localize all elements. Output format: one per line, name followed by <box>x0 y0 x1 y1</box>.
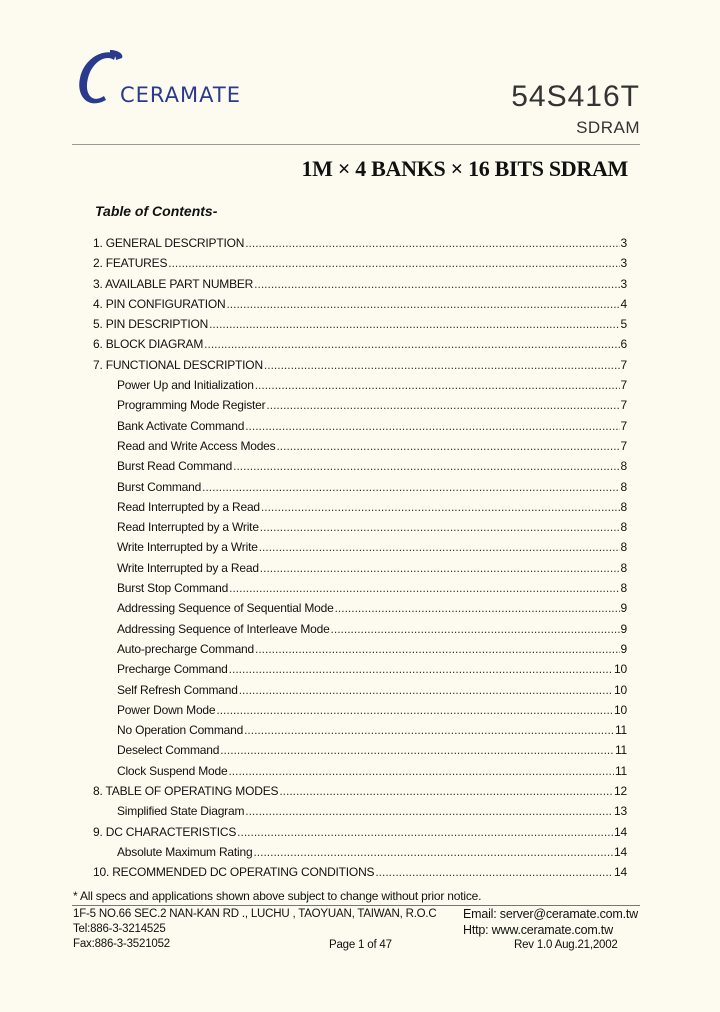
brand-name: CERAMATE <box>120 83 241 107</box>
toc-leader-dots <box>260 561 620 575</box>
toc-entry[interactable] <box>93 581 627 601</box>
toc-leader-dots <box>335 601 620 615</box>
toc-leader-dots <box>226 297 619 311</box>
toc-entry-page: 8 <box>620 520 627 535</box>
toc-entry[interactable] <box>93 236 627 256</box>
toc-title: Table of Contents- <box>95 203 218 219</box>
toc-entry-label: 1. GENERAL DESCRIPTION <box>93 236 245 250</box>
toc-leader-dots <box>229 581 619 595</box>
toc-entry-page: 3 <box>620 236 627 250</box>
toc-entry-label: Deselect Command <box>117 743 220 758</box>
page-title: 1M × 4 BANKS × 16 BITS SDRAM <box>301 156 628 181</box>
toc-entry-page: 7 <box>620 418 627 433</box>
toc-entry-label: Burst Stop Command <box>117 581 229 596</box>
toc-leader-dots <box>375 865 613 879</box>
footer-revision: Rev 1.0 Aug.21,2002 <box>514 939 618 951</box>
toc-leader-dots <box>209 317 619 331</box>
toc-leader-dots <box>245 804 613 818</box>
toc-entry[interactable] <box>93 256 627 276</box>
toc-entry[interactable] <box>93 358 627 378</box>
toc-entry-label: 4. PIN CONFIGURATION <box>93 296 226 311</box>
toc-entry[interactable] <box>93 459 627 479</box>
toc-entry-page: 10 <box>614 682 627 697</box>
toc-leader-dots <box>245 419 619 433</box>
toc-entry[interactable] <box>93 317 627 337</box>
toc-entry-page: 14 <box>614 844 627 859</box>
toc-entry[interactable] <box>93 845 627 865</box>
toc-entry-label: Power Down Mode <box>117 702 216 717</box>
toc-entry-page: 12 <box>614 784 627 799</box>
toc-entry-page: 4 <box>620 296 627 311</box>
toc-entry-page: 14 <box>614 865 627 880</box>
toc-entry[interactable] <box>93 743 627 763</box>
toc-entry-label: Bank Activate Command <box>117 418 245 433</box>
toc-entry-label: Read Interrupted by a Read <box>117 499 260 514</box>
toc-entry[interactable] <box>93 642 627 662</box>
toc-leader-dots <box>276 439 619 453</box>
toc-leader-dots <box>233 459 619 473</box>
toc-leader-dots <box>244 723 614 737</box>
toc-leader-dots <box>266 398 619 412</box>
toc-leader-dots <box>245 236 619 250</box>
toc-entry-label: Power Up and Initialization <box>117 378 254 393</box>
toc-entry-label: 6. BLOCK DIAGRAM <box>93 337 204 352</box>
toc-entry-page: 11 <box>614 763 627 778</box>
toc-entry-label: 7. FUNCTIONAL DESCRIPTION <box>93 357 263 372</box>
toc-entry-page: 8 <box>620 459 627 474</box>
toc-leader-dots <box>237 825 613 839</box>
toc-leader-dots <box>253 845 613 859</box>
toc-entry-page: 11 <box>614 723 627 738</box>
toc-entry[interactable] <box>93 784 627 804</box>
toc-entry[interactable] <box>93 337 627 357</box>
toc-leader-dots <box>229 662 613 676</box>
toc-entry-page: 10 <box>614 662 627 677</box>
toc-entry-label: Programming Mode Register <box>117 398 266 413</box>
toc-entry[interactable] <box>93 540 627 560</box>
toc-entry[interactable] <box>93 277 627 297</box>
footer-website: Http: www.ceramate.com.tw <box>463 923 613 937</box>
toc-entry-page: 8 <box>620 581 627 596</box>
device-type: SDRAM <box>576 118 640 137</box>
toc-entry-page: 9 <box>620 641 627 656</box>
toc-entry-label: Read and Write Access Modes <box>117 438 276 453</box>
toc-leader-dots <box>259 540 620 554</box>
toc-entry[interactable] <box>93 764 627 784</box>
toc-entry[interactable] <box>93 703 627 723</box>
toc-entry-label: No Operation Command <box>117 723 244 738</box>
toc-leader-dots <box>220 743 614 757</box>
toc-entry[interactable] <box>93 825 627 845</box>
toc-entry-page: 3 <box>620 256 627 271</box>
toc-entry[interactable] <box>93 865 627 885</box>
toc-leader-dots <box>261 500 620 514</box>
toc-leader-dots <box>204 337 619 351</box>
toc-entry-label: 9. DC CHARACTERISTICS <box>93 824 237 839</box>
toc-leader-dots <box>331 622 620 636</box>
footer-email: Email: server@ceramate.com.tw <box>463 907 638 921</box>
toc-entry[interactable] <box>93 439 627 459</box>
toc-entry[interactable] <box>93 419 627 439</box>
toc-entry-label: Burst Command <box>117 479 202 494</box>
toc-entry-label: Addressing Sequence of Sequential Mode <box>117 601 334 616</box>
toc-entry-page: 9 <box>620 601 627 616</box>
toc-entry-label: 2. FEATURES <box>93 256 168 271</box>
toc-leader-dots <box>228 764 613 778</box>
toc-entry-label: Auto-precharge Command <box>117 641 255 656</box>
footer-tel: Tel:886-3-3214525 <box>73 923 166 935</box>
toc-leader-dots <box>279 784 613 798</box>
toc-entry-label: 10. RECOMMENDED DC OPERATING CONDITIONS <box>93 865 375 880</box>
footer-address: 1F-5 NO.66 SEC.2 NAN-KAN RD ., LUCHU , TAOYUAN, TAIWAN, R.O.C <box>73 908 437 920</box>
toc-entry-page: 8 <box>620 499 627 514</box>
toc-leader-dots <box>254 277 619 291</box>
toc-entry-label: Read Interrupted by a Write <box>117 520 259 535</box>
toc-entry-page: 7 <box>620 438 627 453</box>
toc-leader-dots <box>168 256 619 270</box>
toc-entry-page: 6 <box>620 337 627 352</box>
toc-entry-label: 8. TABLE OF OPERATING MODES <box>93 784 279 799</box>
disclaimer-note: * All specs and applications shown above subject to change without prior notice. <box>73 889 482 903</box>
toc-entry[interactable] <box>93 561 627 581</box>
toc-entry-page: 10 <box>614 702 627 717</box>
toc-entry[interactable] <box>93 398 627 418</box>
toc-entry-page: 8 <box>620 479 627 494</box>
toc-entry-page: 8 <box>620 560 627 575</box>
toc-leader-dots <box>255 642 620 656</box>
ceramate-logo <box>72 44 272 116</box>
toc-entry[interactable] <box>93 378 627 398</box>
toc-leader-dots <box>239 683 613 697</box>
part-number: 54S416T <box>511 80 640 113</box>
toc-entry-label: Self Refresh Command <box>117 682 238 697</box>
toc-entry-label: Addressing Sequence of Interleave Mode <box>117 621 330 636</box>
toc-entry-page: 14 <box>614 824 627 839</box>
toc-entry[interactable] <box>93 804 627 824</box>
toc-entry[interactable] <box>93 683 627 703</box>
toc-entry-label: Write Interrupted by a Read <box>117 560 259 575</box>
toc-entry-label: Absolute Maximum Rating <box>117 844 253 859</box>
toc-leader-dots <box>264 358 620 372</box>
toc-leader-dots <box>260 520 620 534</box>
toc-entry[interactable] <box>93 662 627 682</box>
toc-entry-label: Write Interrupted by a Write <box>117 540 258 555</box>
toc-entry-page: 5 <box>620 317 627 332</box>
toc-entry-page: 13 <box>614 804 627 819</box>
toc-entry[interactable] <box>93 297 627 317</box>
toc-entry-label: 3. AVAILABLE PART NUMBER <box>93 276 254 291</box>
footer-page-number: Page 1 of 47 <box>329 939 392 951</box>
toc-leader-dots <box>202 480 619 494</box>
toc-leader-dots <box>216 703 613 717</box>
toc-entry[interactable] <box>93 601 627 621</box>
toc-entry-label: Simplified State Diagram <box>117 804 245 819</box>
toc-entry-page: 8 <box>620 540 627 555</box>
toc-entry-page: 7 <box>620 357 627 372</box>
toc-entry[interactable] <box>93 520 627 540</box>
toc-entry[interactable] <box>93 622 627 642</box>
toc-entry-page: 9 <box>620 621 627 636</box>
header-divider <box>72 144 640 145</box>
toc-entry-label: Burst Read Command <box>117 459 233 474</box>
toc-entry-label: Precharge Command <box>117 662 228 677</box>
toc-entry-label: 5. PIN DESCRIPTION <box>93 317 209 332</box>
toc-entry-page: 11 <box>614 743 627 758</box>
footer-fax: Fax:886-3-3521052 <box>73 938 170 950</box>
toc-entry[interactable] <box>93 480 627 500</box>
toc-entry-page: 3 <box>620 276 627 291</box>
toc-leader-dots <box>255 378 620 392</box>
footer-divider <box>72 905 640 906</box>
toc-entry-page: 7 <box>620 398 627 413</box>
toc-entry-page: 7 <box>620 378 627 393</box>
table-of-contents <box>93 236 627 886</box>
toc-entry[interactable] <box>93 723 627 743</box>
toc-entry[interactable] <box>93 500 627 520</box>
toc-entry-label: Clock Suspend Mode <box>117 763 228 778</box>
